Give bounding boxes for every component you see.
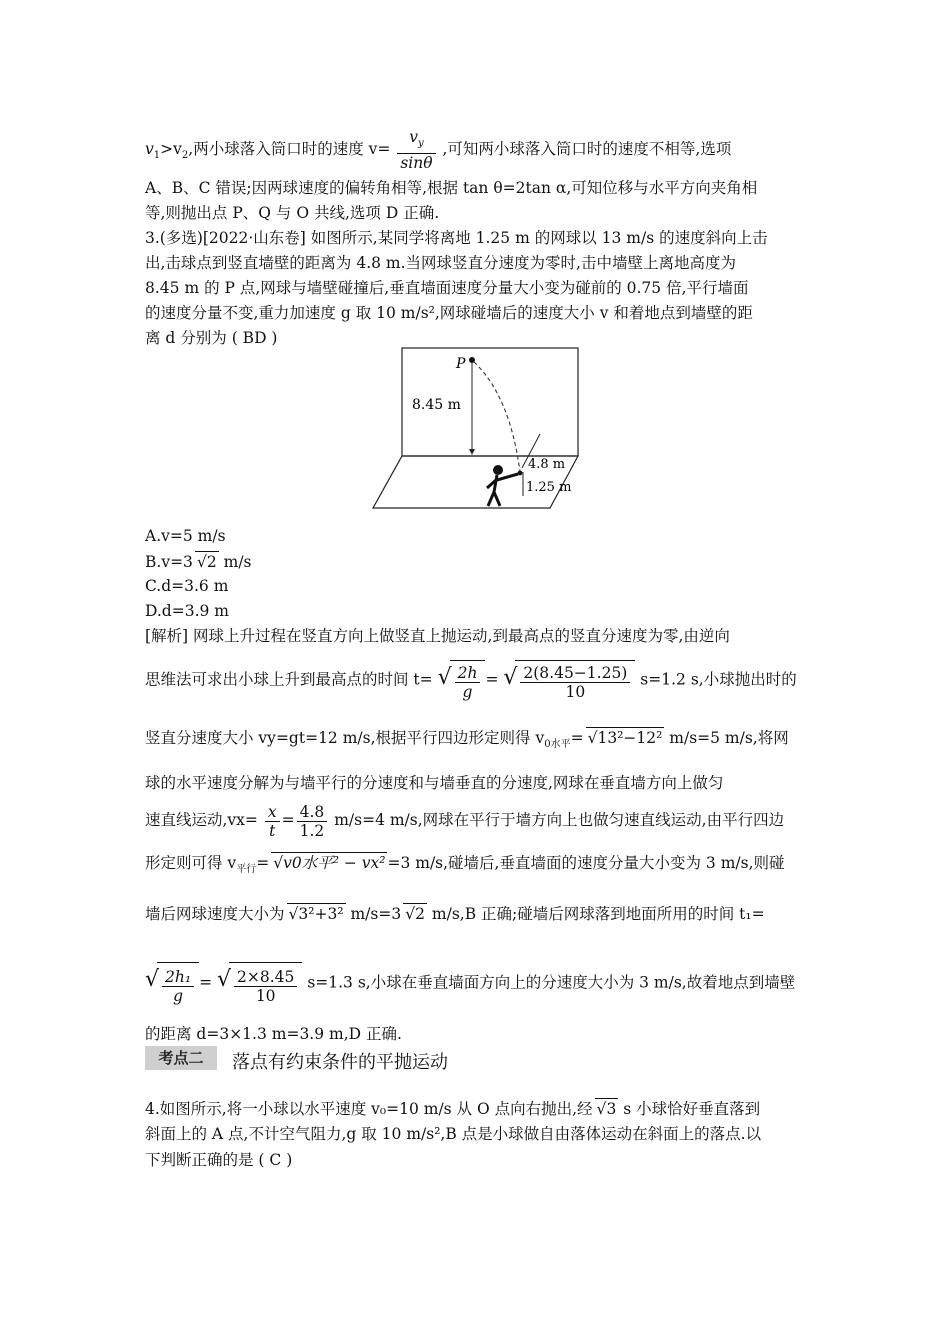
q4-line-2: 斜面上的 A 点,不计空气阻力,g 取 10 m/s²,B 点是小球做自由落体运动在斜面上的落点.以 [145,1125,762,1143]
q3-line-4: 的速度分量不变,重力加速度 g 取 10 m/s²,网球碰墙后的速度大小 v 和着地点到墙壁的距 [145,304,753,322]
label-distance: 4.8 m [528,457,566,472]
q4-line-1: 4.如图所示,将一小球以水平速度 v₀=10 m/s 从 O 点向右抛出,经 √3 s 小球恰好垂直落到 [145,1100,761,1118]
section-tag: 考点二 [145,1046,217,1070]
analysis-line-8: √ $\frac{\text{2h₁}}{g}$ = √ $\frac{2\times 8.45}{10}$ s=1.3 s,小球在垂直墙面方向上的分速度大小为 3 m/s,故着地点到墙壁 [145,962,795,1005]
top-line-2: A、B、C 错误;因两球速度的偏转角相等,根据 tan θ=2tan α,可知位移与水平方向夹角相 [145,179,758,197]
analysis-line-7: 墙后网球速度大小为 √3²+3² m/s=3 √2 m/s,B 正确;碰墙后网球落到地面所用的时间 t₁= [145,905,765,923]
q3-line-1: 3.(多选)[2022·山东卷] 如图所示,某同学将离地 1.25 m 的网球以 13 m/s 的速度斜向上击 [145,229,768,247]
section-title: 落点有约束条件的平抛运动 [232,1052,448,1073]
analysis-line-4: 球的水平速度分解为与墙平行的分速度和与墙垂直的分速度,网球在垂直墙方向上做匀 [145,774,724,792]
label-p: P [456,356,466,372]
option-a: A.v=5 m/s [145,527,226,545]
person-icon [487,465,522,506]
analysis-line-6: 形定则可得 $v_{平行}= √v0$水平² − vx² =3 m/s,碰墙后,垂直墙面的速度分量大小变为 3 m/s,则碰 [145,854,785,876]
label-hit-height: 1.25 m [526,480,572,495]
option-c: C.d=3.6 m [145,577,229,595]
q3-line-2: 出,击球点到竖直墙壁的距离为 4.8 m.当网球竖直分速度为零时,击中墙壁上离地高度为 [145,254,736,272]
analysis-line-9: 的距离 d=3×1.3 m=3.9 m,D 正确. [145,1025,402,1043]
analysis-line-3: 竖直分速度大小 vy=gt=12 m/s,根据平行四边形定则得 $v_{0水平}= √13^2-12^2$ m/s=5 m/s,将网 [145,729,789,751]
label-height: 8.45 m [412,397,461,413]
top-line-3: 等,则抛出点 P、Q 与 O 共线,选项 D 正确. [145,204,440,222]
top-line-1: $v_1>v_2$,两小球落入筒口时的速度 v= $\frac{v_y}{\sin\theta}$ ,可知两小球落入筒口时的速度不相等,选项 [145,128,732,173]
q3-line-3: 8.45 m 的 P 点,网球与墙壁碰撞后,垂直墙面速度分量大小变为碰前的 0.75 倍,平行墙面 [145,279,749,297]
analysis-line-5: 速直线运动,vx= $\frac{x}{t}$ = $\frac{4.8}{1.2}$ m/s=4 m/s,网球在平行于墙方向上也做匀速直线运动,由平行四边 [145,802,785,840]
analysis-line-2: 思维法可求出小球上升到最高点的时间 t= √ $\frac{2h}{g}$ = √ $\frac{2(8.45-1.25)}{10}$ s=1.2 s,小球抛出时的 [145,660,797,701]
analysis-line-1: [解析] 网球上升过程在竖直方向上做竖直上抛运动,到最高点的竖直分速度为零,由逆向 [145,627,730,645]
option-b: B.v=3 √2 m/s [145,553,252,571]
arrow-head [469,449,475,455]
fraction: $\frac{v_y}{\sin\theta}$ [397,128,435,172]
q4-line-3: 下判断正确的是 ( C ) [145,1151,293,1169]
q3-line-5: 离 d 分别为 ( BD ) [145,329,278,347]
option-d: D.d=3.9 m [145,602,229,620]
q3-figure [370,346,585,514]
